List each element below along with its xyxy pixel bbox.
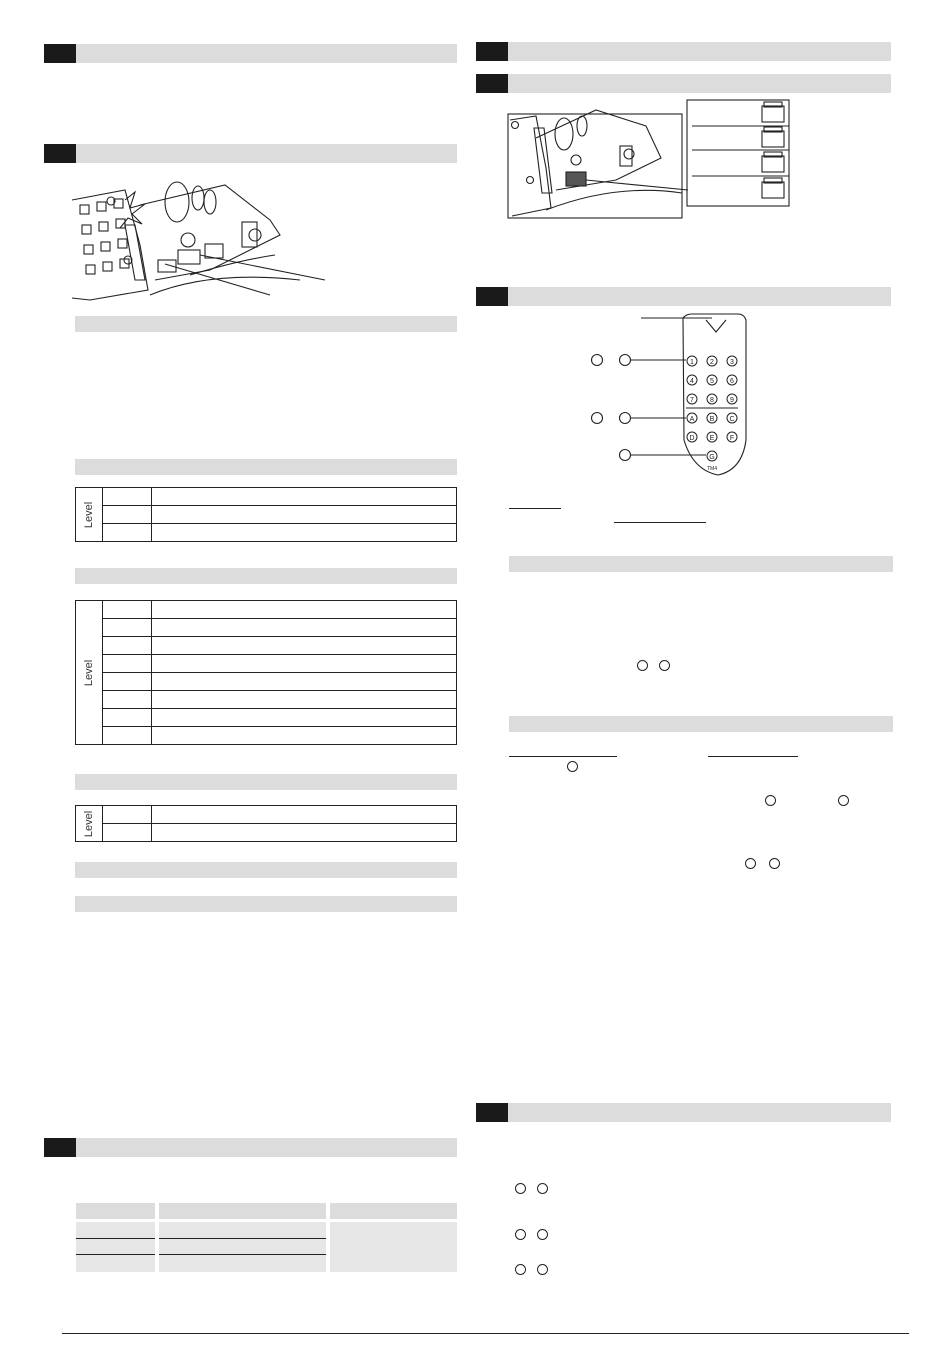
- section-number-block: [44, 1138, 76, 1157]
- svg-text:C: C: [729, 416, 735, 423]
- svg-text:TM4: TM4: [707, 466, 717, 472]
- subsection-bar: [75, 896, 457, 912]
- svg-text:E: E: [709, 435, 715, 442]
- svg-text:6: 6: [730, 378, 734, 385]
- key-circle-icon: [537, 1264, 548, 1275]
- level-label-cell: Level: [76, 488, 103, 542]
- receiver-board-illustration: [506, 98, 796, 222]
- section-bar-4: [476, 42, 891, 61]
- spec-header-2: [159, 1203, 326, 1219]
- key-circle-icon: [515, 1183, 526, 1194]
- svg-text:2: 2: [710, 359, 714, 366]
- subsection-bar: [509, 556, 893, 572]
- key-circle-icon: [515, 1229, 526, 1240]
- key-circle-icon: [515, 1264, 526, 1275]
- section-number-block: [44, 144, 76, 163]
- svg-text:4: 4: [690, 378, 694, 385]
- spec-col-3: [330, 1222, 457, 1272]
- section-bar-7: [476, 1103, 891, 1122]
- subsection-bar: [75, 862, 457, 878]
- spec-table: [76, 1203, 457, 1273]
- svg-text:1: 1: [690, 359, 694, 366]
- key-circle-icon: [537, 1229, 548, 1240]
- underline-rule: [509, 756, 617, 757]
- spec-header-3: [330, 1203, 457, 1219]
- level-label-cell: Level: [76, 806, 103, 842]
- subsection-bar: [509, 716, 893, 732]
- section-bar-2: [44, 144, 457, 163]
- spec-col-1: [76, 1222, 155, 1272]
- section-bar-5: [476, 74, 891, 93]
- svg-text:3: 3: [730, 359, 734, 366]
- section-number-block: [476, 74, 508, 93]
- underline-rule: [509, 508, 561, 509]
- key-circle-icon: [567, 761, 578, 772]
- key-circle-icon: [637, 660, 648, 671]
- spec-header-1: [76, 1203, 155, 1219]
- svg-text:G: G: [709, 454, 715, 461]
- spec-col-2: [159, 1222, 326, 1272]
- remote-control-illustration: [588, 310, 758, 480]
- svg-text:8: 8: [710, 397, 714, 404]
- section-bar-1: [44, 44, 457, 63]
- svg-text:D: D: [689, 435, 695, 442]
- section-number-block: [476, 1103, 508, 1122]
- section-bar-6: [476, 287, 891, 306]
- key-circle-icon: [765, 795, 776, 806]
- subsection-bar: [75, 316, 457, 332]
- svg-text:5: 5: [710, 378, 714, 385]
- level-label-cell: Level: [76, 601, 103, 745]
- subsection-bar: [75, 459, 457, 475]
- svg-text:A: A: [689, 416, 695, 423]
- footer-rule: [62, 1333, 909, 1334]
- section-number-block: [44, 44, 76, 63]
- key-circle-icon: [659, 660, 670, 671]
- circuit-board-illustration: [70, 180, 330, 305]
- key-circle-icon: [537, 1183, 548, 1194]
- key-circle-icon: [769, 858, 780, 869]
- subsection-bar: [75, 568, 457, 584]
- level-table-2: [75, 600, 457, 745]
- underline-rule: [614, 522, 706, 523]
- underline-rule: [708, 756, 798, 757]
- section-number-block: [476, 42, 508, 61]
- svg-text:B: B: [709, 416, 715, 423]
- key-circle-icon: [838, 795, 849, 806]
- svg-text:9: 9: [730, 397, 734, 404]
- svg-text:F: F: [729, 435, 735, 442]
- svg-text:7: 7: [690, 397, 694, 404]
- subsection-bar: [75, 774, 457, 790]
- key-circle-icon: [745, 858, 756, 869]
- section-number-block: [476, 287, 508, 306]
- level-table-1: [75, 487, 457, 542]
- level-table-3: [75, 805, 457, 842]
- section-bar-3: [44, 1138, 457, 1157]
